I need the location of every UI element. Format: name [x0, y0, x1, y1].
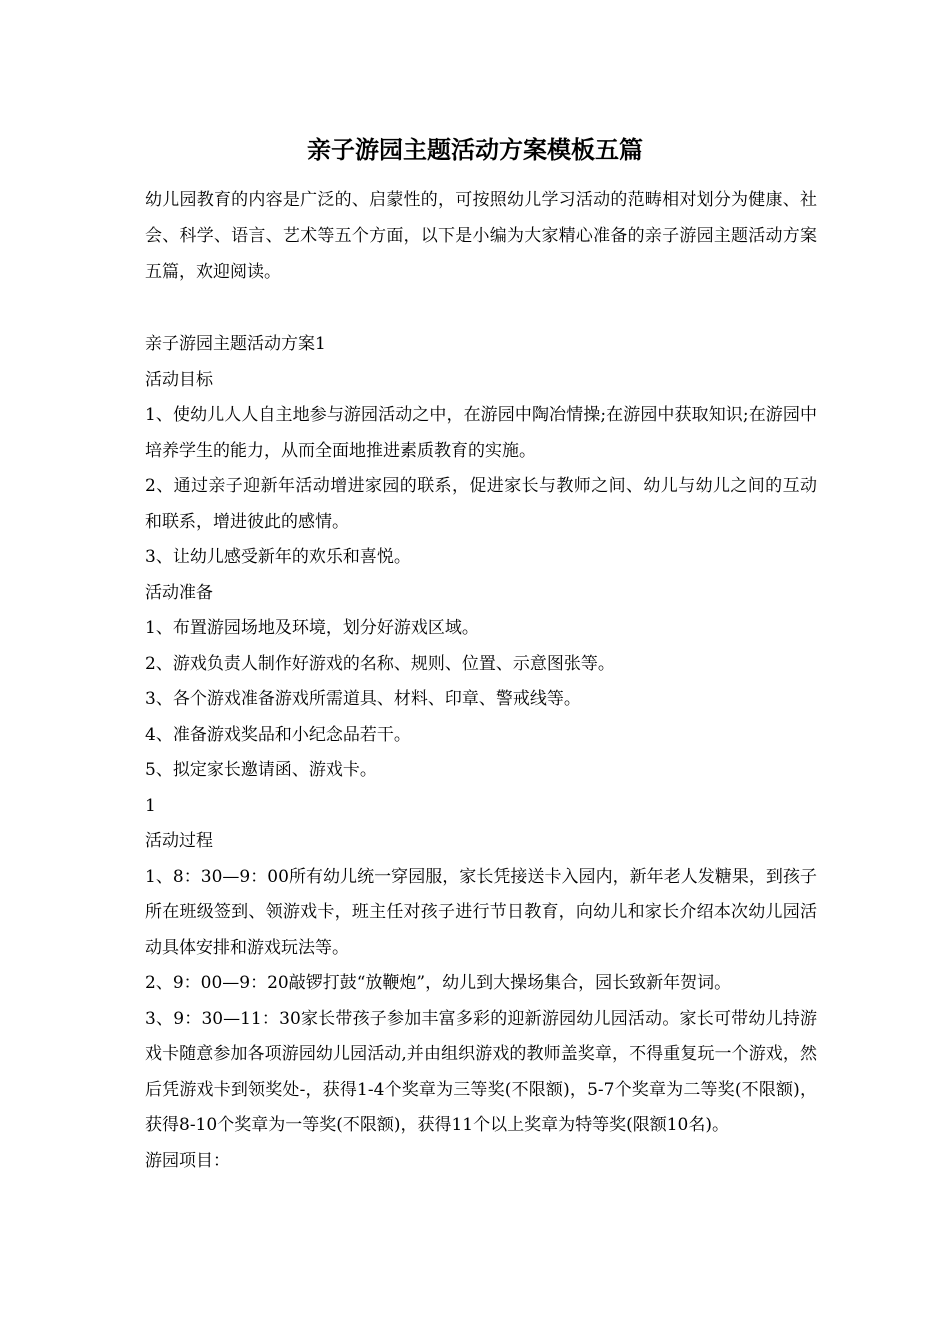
- preparation-item: 2、游戏负责人制作好游戏的名称、规则、位置、示意图张等。: [145, 653, 615, 674]
- document-body: [145, 327, 817, 1179]
- section-heading-goals: 活动目标: [145, 369, 213, 390]
- preparation-item: 3、各个游戏准备游戏所需道具、材料、印章、警戒线等。: [145, 689, 581, 709]
- preparation-item: 4、准备游戏奖品和小纪念品若干。: [145, 724, 411, 745]
- preparation-item: 1、布置游园场地及环境，划分好游戏区域。: [145, 618, 479, 638]
- process-item: 3、9：30—11：30家长带孩子参加丰富多彩的迎新游园幼儿园活动。家长可带幼儿持游戏卡随意参加各项游园幼儿园活动,并由组织游戏的教师盖奖章，不得重复玩一个游戏，然后凭游戏卡到领奖处-，获得1-4个奖章为三等奖(不限额)，5-7个奖章为二等奖(不限额)，获得8-10个奖章为一等奖(不限额)，获得11个以上奖章为特等奖(限额10名)。: [145, 1008, 817, 1135]
- section-heading-plan-1: 亲子游园主题活动方案1: [145, 334, 326, 354]
- goal-item: 3、让幼儿感受新年的欢乐和喜悦。: [145, 547, 411, 567]
- section-heading-preparation: 活动准备: [145, 582, 213, 603]
- preparation-item: 5、拟定家长邀请函、游戏卡。: [145, 760, 377, 780]
- goal-item: 1、使幼儿人人自主地参与游园活动之中，在游园中陶冶情操;在游园中获取知识;在游园中培养学生的能力，从而全面地推进素质教育的实施。: [145, 405, 817, 461]
- process-item: 1、8：30—9：00所有幼儿统一穿园服，家长凭接送卡入园内，新年老人发糖果，到孩子所在班级签到、领游戏卡，班主任对孩子进行节日教育，向幼儿和家长介绍本次幼儿园活动具体安排和游戏玩法等。: [145, 866, 817, 958]
- section-heading-process: 活动过程: [145, 831, 213, 851]
- section-heading-projects: 游园项目：: [145, 1150, 230, 1171]
- intro-paragraph: 幼儿园教育的内容是广泛的、启蒙性的，可按照幼儿学习活动的范畴相对划分为健康、社会、科学、语言、艺术等五个方面，以下是小编为大家精心准备的亲子游园主题活动方案五篇，欢迎阅读。: [145, 190, 817, 282]
- standalone-number: 1: [145, 795, 156, 816]
- document-title: 亲子游园主题活动方案模板五篇: [307, 135, 643, 164]
- goal-item: 2、通过亲子迎新年活动增进家园的联系，促进家长与教师之间、幼儿与幼儿之间的互动和联系，增进彼此的感情。: [145, 476, 817, 532]
- process-item: 2、9：00—9：20敲锣打鼓“放鞭炮”，幼儿到大操场集合，园长致新年贺词。: [145, 973, 732, 993]
